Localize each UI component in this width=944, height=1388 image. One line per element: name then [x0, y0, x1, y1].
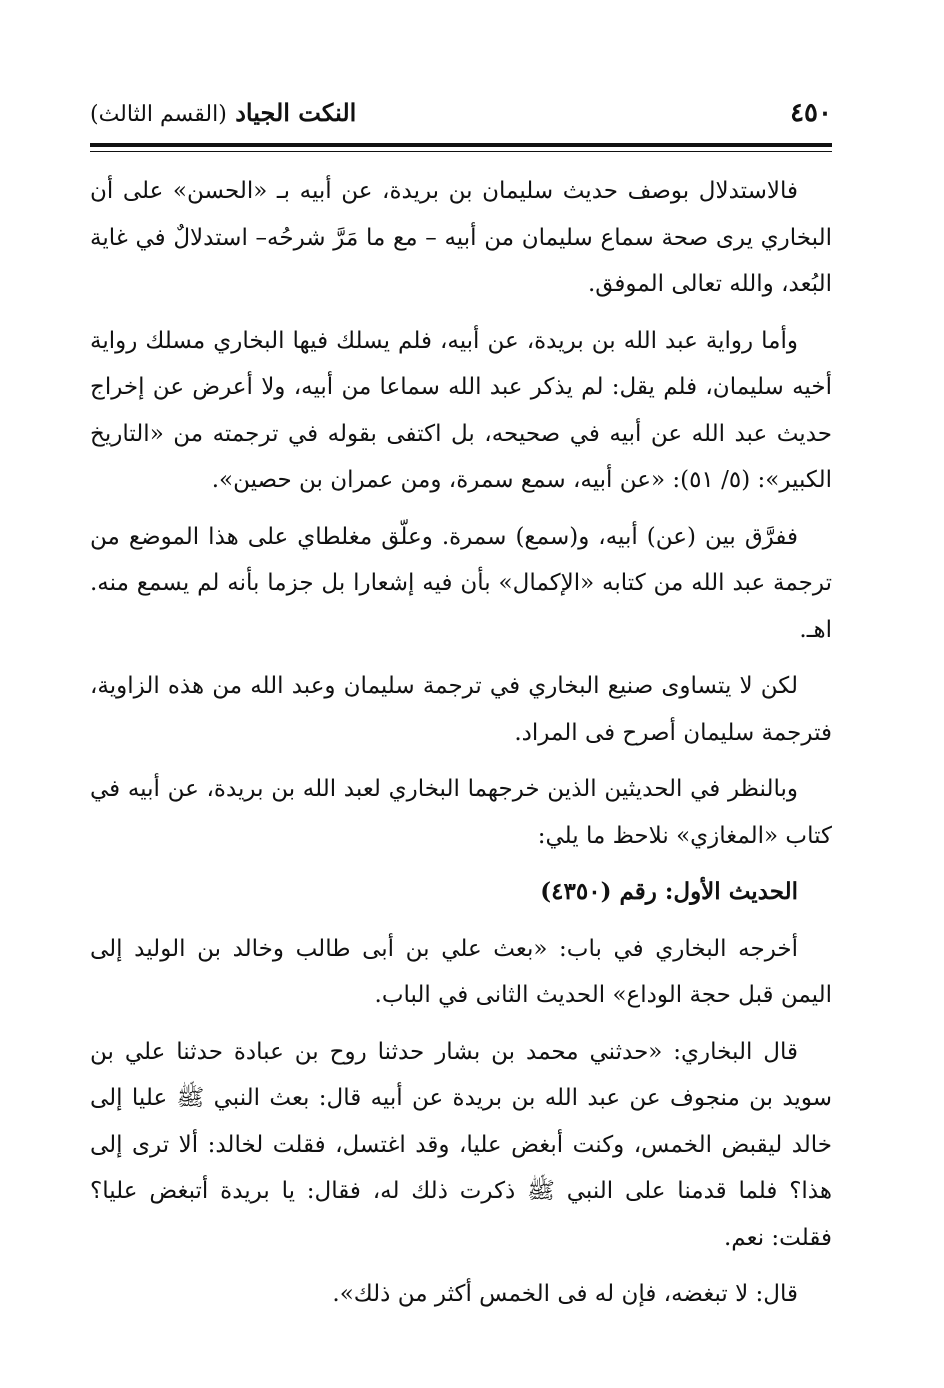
page-number: ٤٥٠ — [790, 98, 832, 128]
section-heading: الحديث الأول: رقم (٤٣٥٠) — [540, 878, 798, 905]
header-rule-thin — [90, 151, 832, 152]
paragraph: أخرجه البخاري في باب: «بعث علي بن أبى طالب وخالد بن الوليد إلى اليمن قبل حجة الوداع» الحديث الثانى في الباب. — [90, 935, 832, 1008]
book-title: النكت الجياد — [235, 98, 357, 127]
paragraph: قال البخاري: «حدثني محمد بن بشار حدثنا روح بن عبادة حدثنا علي بن سويد بن منجوف عن عبد الله بن بريدة عن أبيه قال: بعث النبي ﷺ عليا إلى خالد ليقبض الخمس، وكنت أبغض عليا، وقد اغتسل، فقلت لخالد: ألا ترى إلى هذا؟ فلما قدمنا على النبي ﷺ ذكرت ذلك له، فقال: يا بريدة أتبغض عليا؟ فقلت: نعم. — [90, 1038, 832, 1251]
body-text — [90, 168, 832, 1328]
paragraph: ففرَّق بين (عن) أبيه، و(سمع) سمرة. وعلّق مغلطاي على هذا الموضع من ترجمة عبد الله من كتابه «الإكمال» بأن فيه إشعارا بل جزما بأنه لم يسمع منه. اهـ. — [90, 523, 832, 643]
running-title — [90, 98, 356, 127]
paragraph: فالاستدلال بوصف حديث سليمان بن بريدة، عن أبيه بـ «الحسن» على أن البخاري يرى صحة سماع سليمان من أبيه – مع ما مَرَّ شرحُه– استدلالٌ في غاية البُعد، والله تعالى الموفق. — [90, 178, 832, 297]
paragraph: وأما رواية عبد الله بن بريدة، عن أبيه، فلم يسلك فيها البخاري مسلك رواية أخيه سليمان، فلم يقل: لم يذكر عبد الله سماعا من أبيه، ولا أعرض عن إخراج حديث عبد الله عن أبيه في صحيحه، بل اكتفى بقوله في ترجمته من «التاريخ الكبير»: (٥/ ٥١): «عن أبيه، سمع سمرة، ومن عمران بن حصين». — [90, 327, 832, 493]
paragraph: لكن لا يتساوى صنيع البخاري في ترجمة سليمان وعبد الله من هذه الزاوية، فترجمة سليمان أصرح فى المراد. — [90, 673, 832, 746]
header-rule-thick — [90, 143, 832, 147]
page-header — [90, 92, 832, 132]
paragraph: قال: لا تبغضه، فإن له فى الخمس أكثر من ذلك». — [332, 1281, 798, 1307]
paragraph: وبالنظر في الحديثين الذين خرجهما البخاري لعبد الله بن بريدة، عن أبيه في كتاب «المغازي» نلاحظ ما يلي: — [90, 776, 832, 849]
book-section: (القسم الثالث) — [90, 102, 227, 127]
